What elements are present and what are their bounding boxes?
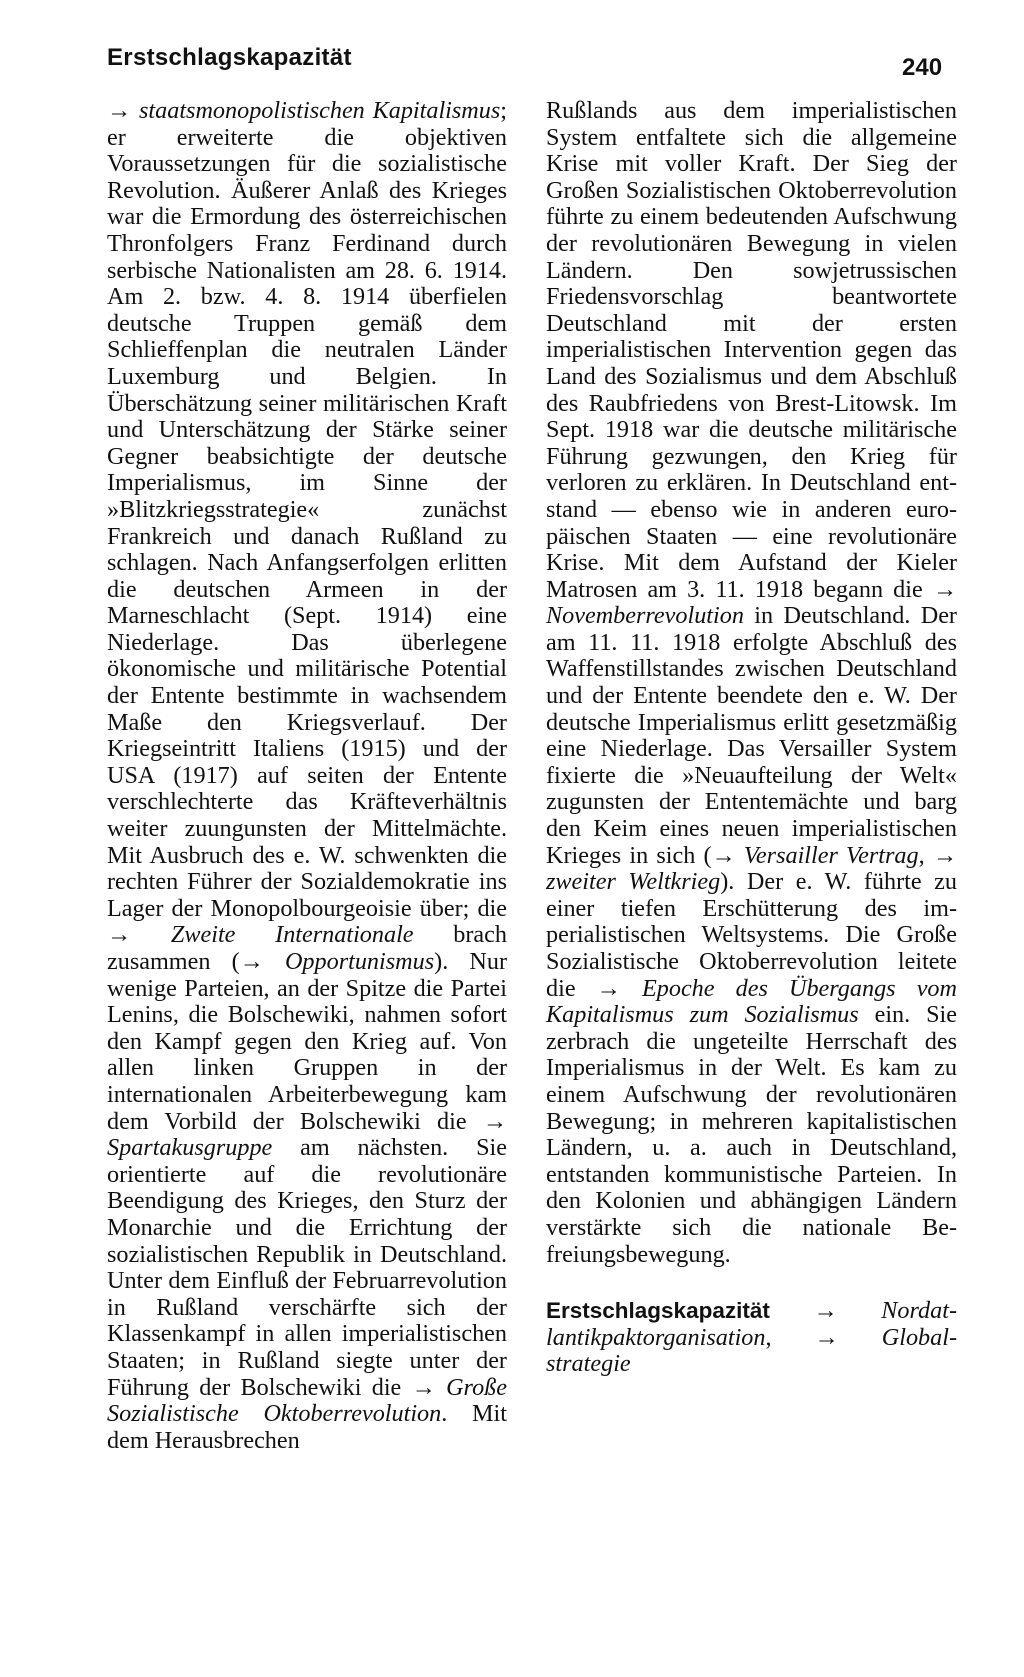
cross-reference-link: Novemberrevolution xyxy=(546,602,744,630)
text-run: ). Der e. W. führte zu einer tiefen Erschütterung des imperialistischen Weltsystems. Die Große Sozialistische Oktoberrevolution leitete die xyxy=(546,868,957,1002)
cross-reference-link: staatsmonopolistischen Kapitalismus xyxy=(139,97,501,124)
page-number: 240 xyxy=(902,54,943,81)
cross-reference-link: Opportunismus xyxy=(284,948,435,975)
text-run: in Deutschland. Der am 11. 11. 1918 erfolgte Abschluß des Waffenstillstandes zwischen Deutschland und der Entente beendete den e. W. Der deutsche Imperialismus erlitt gesetzmäßig eine Niederlage. Das Versailler System fixierte die »Neuaufteilung der Welt« zugunsten der Ententemächte und barg den Keim eines neuen imperialistischen Krieges in sich ( xyxy=(546,602,957,869)
text-run xyxy=(131,921,171,948)
cross-reference-arrow: → xyxy=(107,921,132,949)
cross-reference-arrow: → xyxy=(814,1323,839,1351)
text-run xyxy=(839,1324,882,1351)
cross-reference-link: Spartakusgruppe xyxy=(107,1134,273,1162)
text-run xyxy=(770,1297,814,1324)
cross-reference-link: zweiter Weltkrieg xyxy=(546,868,721,896)
cross-reference-arrow: → xyxy=(932,575,957,603)
text-run: brach zusammen ( xyxy=(107,921,507,975)
cross-reference-arrow: → xyxy=(596,974,621,1002)
text-run xyxy=(621,975,642,1002)
text-run: ). Nur wenige Parteien, an der Spitze die Partei Lenins, die Bolschewiki, nahmen sofort den Kampf gegen den Krieg auf. Von allen linken Gruppen in der internationalen Arbeiterbewegung kam dem Vorbild der Bolschewiki die xyxy=(107,948,507,1135)
text-run: am nächsten. Sie orientierte auf die revolutionäre Beendigung des Krieges, den Sturz der Monarchie und die Errichtung der sozialistischen Republik in Deutschland. Unter dem Einfluß der Februarrevolution in Rußland verschärfte sich der Klassenkampf in allen imperialistischen Staaten; in Rußland siegte unter der Führung der Bolschewiki die xyxy=(107,1134,507,1401)
entry-text-continued xyxy=(546,98,957,1268)
entry-text xyxy=(107,98,507,1454)
text-run xyxy=(436,1374,446,1401)
text-run: ein. Sie zerbrach die ungeteilte Herrschaft des Imperialismus in der Welt. Es kam zu einem Aufschwung der revolutionären Bewegung; in mehreren kapitalistischen Ländern, u. a. auch in Deutschland, entstanden kommunistische Parteien. In den Kolonien und abhängigen Ländern verstärkte sich die nationale Befreiungsbewegung. xyxy=(546,1001,957,1268)
cross-reference-arrow: → xyxy=(813,1297,838,1325)
text-run: , xyxy=(765,1323,815,1351)
cross-reference-link: Nordatlantikpaktorganisation xyxy=(546,1297,958,1351)
cross-reference-link: Globalstrategie xyxy=(546,1323,958,1378)
left-column xyxy=(107,98,507,1454)
text-run: . Mit dem Herausbrechen xyxy=(107,1400,507,1454)
text-run: Rußlands aus dem imperialistischen System entfaltete sich die allgemeine Krise mit voller Kraft. Der Sieg der Großen Sozialistischen Oktoberrevolution führte zu einem bedeutenden Aufschwung der revolutionären Bewegung in vielen Ländern. Den sowjetrussischen Friedensvorschlag beantwortete Deutschland mit der ersten imperialistischen Intervention gegen das Land des Sozialismus und dem Abschluß des Raubfriedens von Brest-Litowsk. Im Sept. 1918 war die deutsche militärische Führung gezwungen, den Krieg für verloren zu erklären. In Deutschland entstand — ebenso wie in anderen europäischen Staaten — eine revolutionäre Krise. Mit dem Aufstand der Kieler Matrosen am 3. 11. 1918 begann die xyxy=(546,97,957,603)
cross-reference-arrow: → xyxy=(239,948,264,975)
cross-reference-arrow: → xyxy=(411,1373,436,1401)
entry-erstschlagskapazitaet xyxy=(546,1298,957,1378)
cross-reference-arrow: → xyxy=(482,1107,507,1135)
text-run xyxy=(838,1297,882,1324)
cross-reference-link: Versailler Vertrag xyxy=(743,841,919,869)
text-run: , xyxy=(918,841,933,869)
text-run: ; er erweiterte die objektiven Voraussetzungen für die sozialistische Revolution. Äußerer Anlaß des Krieges war die Ermordung des österreichischen Thronfolgers Franz Ferdinand durch serbische Nationalisten am 28. 6. 1914. Am 2. bzw. 4. 8. 1914 überfielen deutsche Truppen gemäß dem Schlieffenplan die neutralen Länder Luxemburg und Belgien. In Überschätzung seiner militärischen Kraft und Unterschätzung der Stärke seiner Gegner beabsichtigte der deutsche Imperialismus, im Sinne der »Blitzkriegsstrategie« zunächst Frankreich und danach Rußland zu schlagen. Nach Anfangserfolgen erlitten die deutschen Armeen in der Marneschlacht (Sept. 1914) eine Niederlage. Das überlegene ökonomische und militärische Potential der Entente bestimmte in wachsendem Maße den Kriegsverlauf. Der Kriegseintritt Italiens (1915) und der USA (1917) auf seiten der Entente verschlechterte das Kräfteverhältnis weiter zuungunsten der Mittelmächte. Mit Ausbruch des e. W. schwenkten die rechten Führer der Sozialdemokratie ins Lager der Monopolbourgeoisie über; die xyxy=(107,97,508,922)
text-run xyxy=(736,842,744,869)
text-run xyxy=(131,97,139,124)
cross-reference-link: Zweite Internationale xyxy=(170,921,414,949)
entry-headword: Erstschlagskapazität xyxy=(546,1298,770,1324)
cross-reference-arrow: → xyxy=(107,97,132,124)
right-column xyxy=(546,98,957,1378)
cross-reference-link: Epoche des Übergangs vom Kapitalismus zum Sozialismus xyxy=(546,974,957,1029)
cross-reference-arrow: → xyxy=(932,841,957,869)
running-head-term: Erstschlagskapazität xyxy=(107,44,352,71)
cross-reference-arrow: → xyxy=(711,841,736,869)
cross-reference-link: Große Sozialistische Oktoberrevolution xyxy=(107,1373,507,1428)
text-run xyxy=(264,948,285,975)
